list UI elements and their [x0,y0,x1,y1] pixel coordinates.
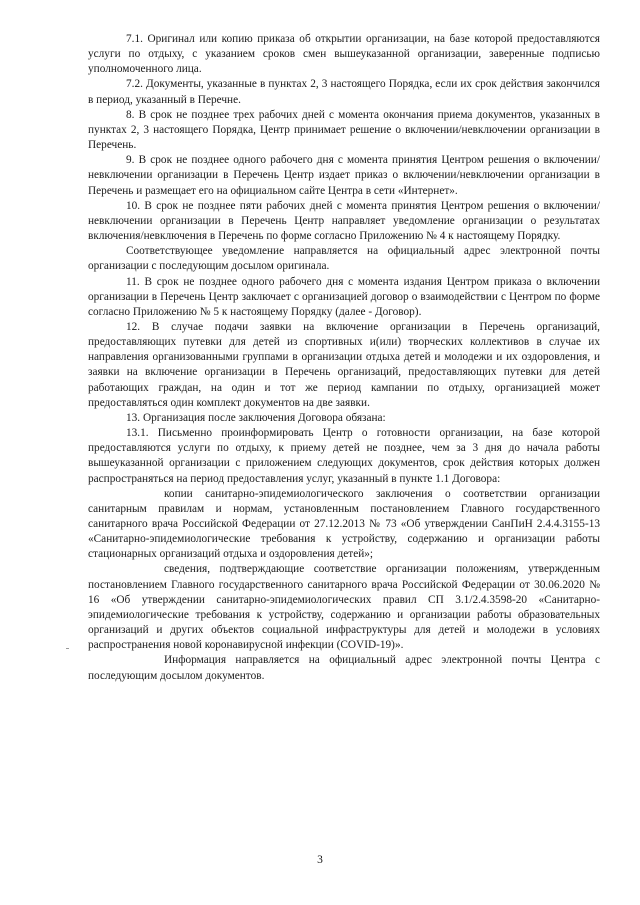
paragraph-9: 9. В срок не позднее одного рабочего дня с момента принятия Центром решения о включении/невключении организации в Перечень Центр издает приказ о включении/невключении организации в Перечень и размещает его на официальном сайте Центра в сети «Интернет». [88,154,600,197]
paragraph-8: 8. В срок не позднее трех рабочих дней с момента окончания приема документов, указанных в пунктах 2, 3 настоящего Порядка, Центр принимает решение о включении/невключении организации в Перечень. [88,108,600,152]
list-item-sanitary-conclusion: копии санитарно-эпидемиологического заключения о соответствии организации санитарным правилам и нормам, установленным постановлением Главного государственного санитарного врача Российской Федерации от 27.12.2013 № 73 «Об утверждении СанПиН 2.4.4.3155-13 «Санитарно-эпидемиологические требования к устройству, содержанию и организации работы стационарных организаций отдыха и оздоровления детей»; [88,487,600,561]
paragraph-11: 11. В срок не позднее одного рабочего дня с момента издания Центром приказа о включении организации в Перечень Центр заключает с организацией договор о взаимодействии с Центром по форме согласно Приложению № 5 к настоящему Порядку (далее - Договор). [88,275,600,318]
paragraph-10-notice: Соответствующее уведомление направляется на официальный адрес электронной почты организации с последующим досылом оригинала. [88,245,600,273]
paragraph-13: 13. Организация после заключения Договора обязана: [126,411,386,424]
paragraph-7-1: 7.1. Оригинал или копию приказа об открытии организации, на базе которой предоставляются услуги по отдыху, с указанием сроков смен вышеуказанной организации, заверенные подписью уполномоченного лица. [88,33,600,76]
page-number: 3 [317,854,323,866]
scan-artifact [66,648,69,649]
paragraph-information-note: Информация направляется на официальный адрес электронной почты Центра с последующим досылом документов. [88,654,600,682]
paragraph-7-2: 7.2. Документы, указанные в пунктах 2, 3 настоящего Порядка, если их срок действия закончился в период, указанный в Перечне. [88,78,600,106]
paragraph-13-1: 13.1. Письменно проинформировать Центр о готовности организации, на базе которой предоставляются услуги по отдыху, к приему детей не позднее, чем за 3 дня до начала работы вышеуказанной организации с приложением следующих документов, срок действия которых должен распространяться на период предоставления услуг, указанный в пункте 1.1 Договора: [88,427,600,485]
document-body [88,32,600,684]
list-item-covid-compliance: сведения, подтверждающие соответствие организации положениям, утвержденным постановлением Главного государственного санитарного врача Российской Федерации от 30.06.2020 № 16 «Об утверждении санитарно-эпидемиологических правил СП 3.1/2.4.3598-20 «Санитарно-эпидемиологические требования к устройству, содержанию и организации работы образовательных организаций и других объектов социальной инфраструктуры для детей и молодежи в условиях распространения новой коронавирусной инфекции (COVID-19)». [88,563,600,652]
paragraph-10: 10. В срок не позднее пяти рабочих дней с момента принятия Центром решения о включении/невключении организации в Перечень Центр направляет уведомление организации о результатах включения/невключения в Перечень по форме согласно Приложению № 4 к настоящему Порядку. [88,199,600,243]
paragraph-12: 12. В случае подачи заявки на включение организации в Перечень организаций, предоставляющих путевки для детей из спортивных и(или) творческих коллективов в случае их направления организованными группами в организации отдыха детей и молодежи и их оздоровления, и заявки на включение организации в Перечень организаций, предоставляющих путевки для детей работающих граждан, на один и тот же период кампании по отдыху, организацией может предоставляться один комплект документов на две заявки. [88,320,600,409]
